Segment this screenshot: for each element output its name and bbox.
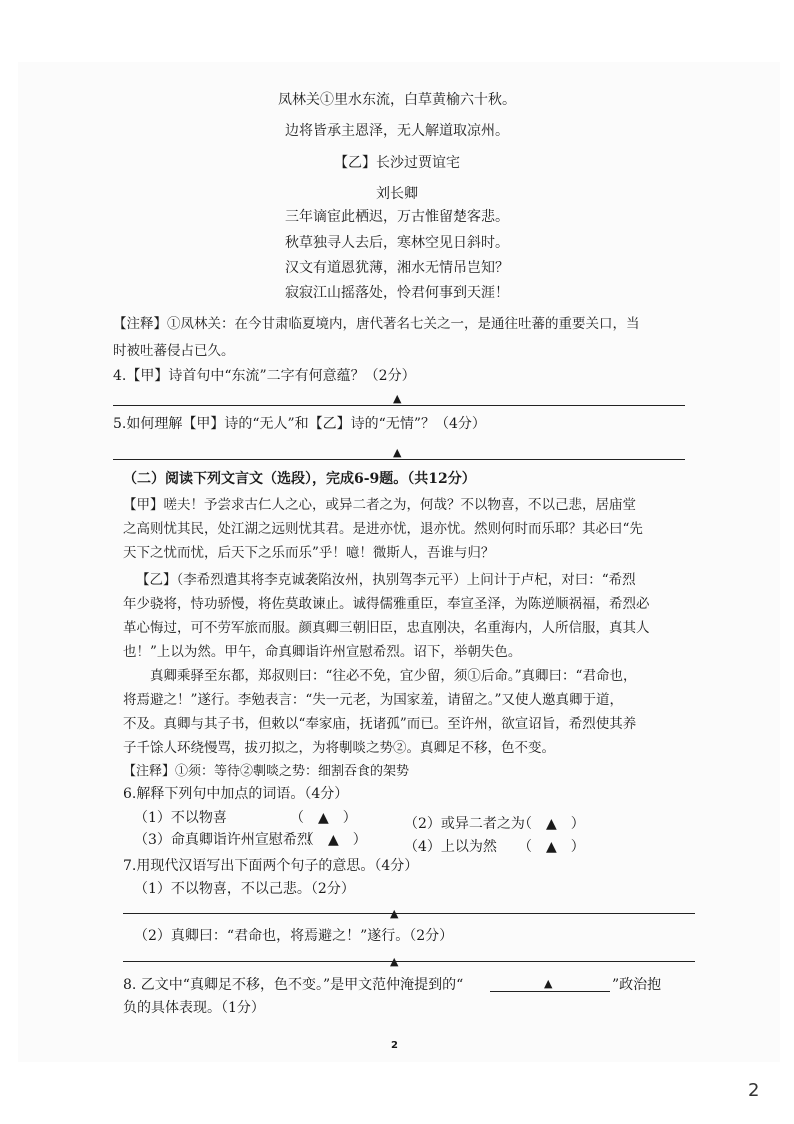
page-number-corner: 2: [748, 1080, 760, 1101]
text-b-line-2: 年少骁将，恃功骄慢，将佐莫敢谏止。诚得儒雅重臣，奉宣圣泽，为陈逆顺祸福，希烈必: [123, 596, 650, 612]
answer-marker: ▲: [393, 392, 402, 405]
question-4: 4.【甲】诗首句中“东流”二字有何意蕴？（2分）: [113, 368, 416, 384]
answer-marker: ▲: [393, 446, 402, 459]
text-a-line-1: 【甲】嗟夫！予尝求古仁人之心，或异二者之为，何哉？不以物喜，不以己悲，居庙堂: [123, 497, 636, 513]
q6-blank-4[interactable]: （ ▲ ）: [518, 839, 585, 855]
text-b-line-7: 不及。真卿与其子书，但敕以“奉家庙，抚诸孤”而已。至许州，欲宣诏旨，希烈使其养: [123, 716, 637, 732]
q7-sentence-2: （2）真卿曰：“君命也，将焉避之！”遂行。（2分）: [134, 928, 454, 944]
poem-b-title: 【乙】长沙过贾谊宅: [334, 155, 460, 171]
note-2: 【注释】①须：等待②剸啖之势：细割吞食的架势: [123, 764, 410, 779]
poem-b-author: 刘长卿: [376, 186, 418, 202]
text-b-line-6: 将焉避之！”遂行。李勉表言：“失一元老，为国家羞，请留之。”又使人邀真卿于道，: [123, 692, 623, 708]
question-7: 7.用现代汉语写出下面两个句子的意思。（4分）: [123, 858, 419, 874]
text-b-line-8: 子千馀人环绕慢骂，拔刃拟之，为将剸啖之势②。真卿足不移，色不变。: [123, 740, 555, 756]
poem-a-line-1: 凤林关①里水东流，白草黄榆六十秋。: [278, 92, 516, 108]
note-1-line-2: 时被吐蕃侵占已久。: [113, 343, 235, 359]
note-1-line-1: 【注释】①凤林关：在今甘肃临夏境内，唐代著名七关之一，是通往吐蕃的重要关口，当: [113, 316, 640, 332]
q6-item-4: （4）上以为然: [404, 839, 497, 855]
section-2-title: （二）阅读下列文言文（选段），完成6-9题。（共12分）: [123, 471, 476, 487]
answer-line-q7-1[interactable]: [123, 913, 695, 914]
question-8-part-1: 8. 乙文中“真卿足不移，色不变。”是甲文范仲淹提到的“: [123, 977, 464, 993]
q7-sentence-1: （1）不以物喜，不以己悲。（2分）: [134, 881, 355, 897]
text-a-line-3: 天下之忧而忧，后天下之乐而乐”乎！噫！微斯人，吾谁与归？: [123, 545, 495, 561]
text-b-line-4: 也！”上以为然。甲午，命真卿诣许州宣慰希烈。诏下，举朝失色。: [123, 644, 522, 660]
text-b-line-1: 【乙】（李希烈遣其将李克诚袭陷汝州，执别驾李元平）上问计于卢杞，对曰：“希烈: [136, 572, 636, 588]
q6-item-2: （2）或异二者之为: [404, 816, 525, 832]
question-8-part-2: ”政治抱: [612, 977, 662, 993]
poem-a-line-2: 边将皆承主恩泽，无人解道取凉州。: [285, 123, 509, 139]
q6-blank-3[interactable]: （ ▲ ）: [300, 832, 367, 848]
poem-b-line-2: 秋草独寻人去后，寒林空见日斜时。: [285, 235, 509, 251]
question-6: 6.解释下列句中加点的词语。（4分）: [123, 786, 349, 802]
poem-b-line-1: 三年谪宦此栖迟，万古惟留楚客悲。: [285, 209, 509, 225]
answer-marker: ▲: [390, 907, 399, 920]
q6-blank-1[interactable]: （ ▲ ）: [290, 810, 357, 826]
answer-line-q7-2[interactable]: [123, 961, 695, 962]
answer-marker: ▲: [544, 977, 553, 990]
text-b-line-5: 真卿乘驿至东都，郑叔则曰：“往必不免，宜少留，须①后命。”真卿曰：“君命也，: [150, 668, 637, 684]
question-8-line-2: 负的具体表现。（1分）: [123, 1000, 265, 1016]
question-5: 5.如何理解【甲】诗的“无人”和【乙】诗的“无情”？（4分）: [113, 416, 486, 432]
q6-blank-2[interactable]: （ ▲ ）: [518, 816, 585, 832]
answer-line-q4[interactable]: [113, 405, 685, 406]
text-a-line-2: 之高则忧其民，处江湖之远则忧其君。是进亦忧，退亦忧。然则何时而乐耶？其必曰“先: [123, 521, 643, 537]
page-number-footer: 2: [391, 1040, 398, 1051]
poem-b-line-3: 汉文有道恩犹薄，湘水无情吊岂知？: [285, 260, 509, 276]
answer-line-q8[interactable]: [490, 991, 610, 992]
text-b-line-3: 革心悔过，可不劳军旅而服。颜真卿三朝旧臣，忠直刚决，名重海内，人所信服，真其人: [123, 620, 650, 636]
q6-item-3: （3）命真卿诣许州宣慰希烈: [134, 832, 311, 848]
q6-item-1: （1）不以物喜: [134, 810, 227, 826]
answer-line-q5[interactable]: [113, 459, 685, 460]
answer-marker: ▲: [390, 955, 399, 968]
poem-b-line-4: 寂寂江山摇落处，怜君何事到天涯！: [285, 285, 509, 301]
